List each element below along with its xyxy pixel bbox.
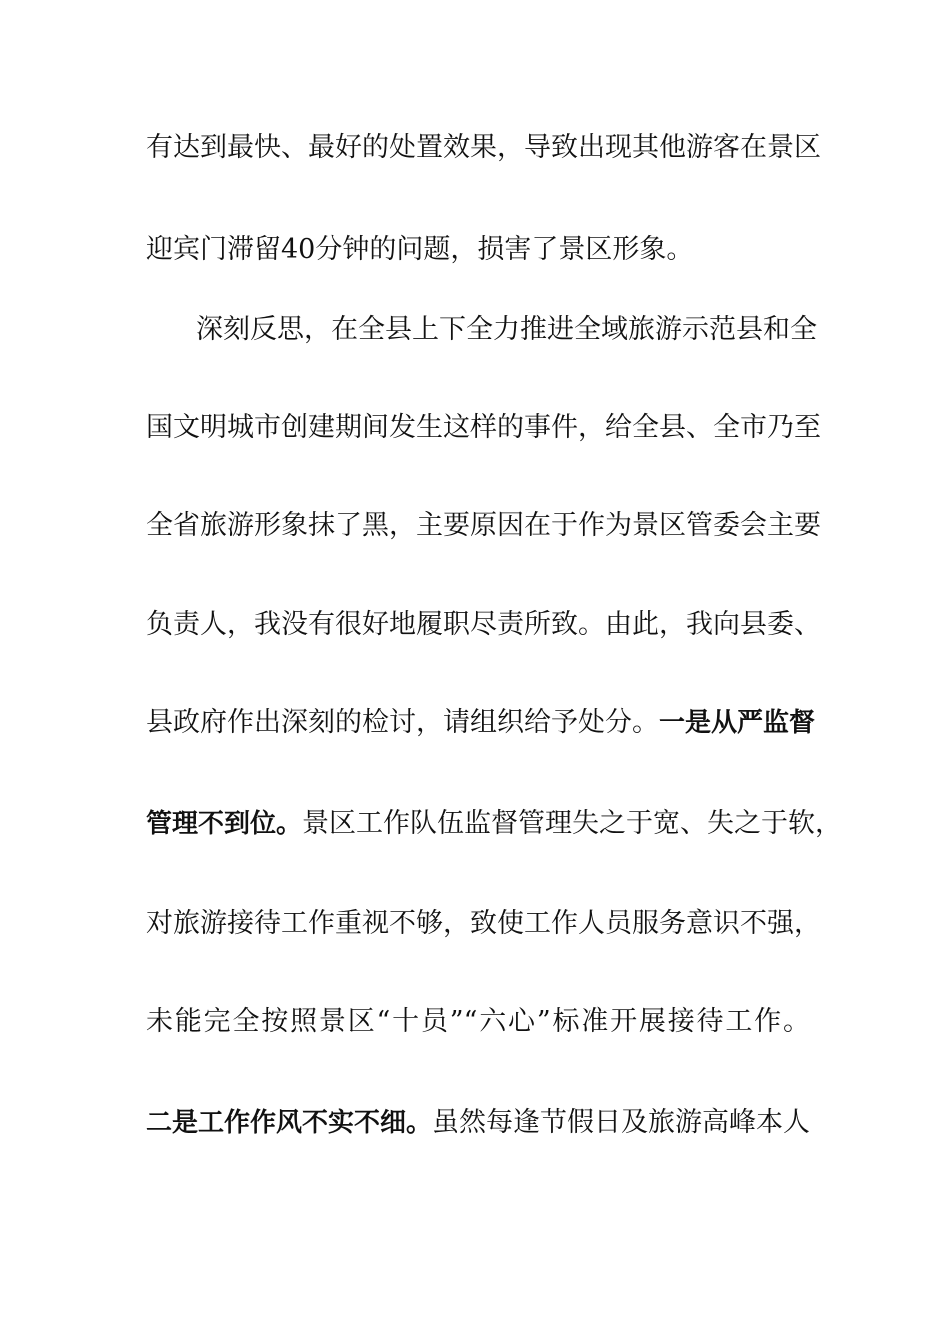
line-11-bold-heading: 二是工作作风不实不细。 <box>146 1108 433 1138</box>
text-line-6 <box>146 603 821 647</box>
text-line-5 <box>146 504 821 548</box>
text-line-4 <box>146 406 821 450</box>
line-8-text: 景区工作队伍监督管理失之于宽、失之于软， <box>302 808 843 839</box>
line-5-text: 全省旅游形象抹了黑，主要原因在于作为景区管委会主要 <box>146 510 821 541</box>
line-11-text: 虽然每逢节假日及旅游高峰本人 <box>432 1107 811 1138</box>
text-line-10 <box>146 1000 810 1044</box>
text-line-9 <box>146 902 821 946</box>
line-6-text: 负责人，我没有很好地履职尽责所致。由此，我向县委、 <box>146 609 821 640</box>
text-line-2 <box>146 228 810 272</box>
line-8-bold-heading: 管理不到位。 <box>146 809 303 839</box>
text-line-11 <box>146 1101 810 1145</box>
line-1-text: 有达到最快、最好的处置效果，导致出现其他游客在景区 <box>146 132 821 163</box>
line-2-text: 迎宾门滞留40分钟的问题，损害了景区形象。 <box>146 234 694 265</box>
line-4-text: 国文明城市创建期间发生这样的事件，给全县、全市乃至 <box>146 412 821 443</box>
line-7-text: 县政府作出深刻的检讨，请组织给予处分。 <box>146 707 659 738</box>
text-line-7 <box>146 701 816 745</box>
line-3-text: 深刻反思，在全县上下全力推进全域旅游示范县和全 <box>196 314 817 345</box>
line-10-text: 未能完全按照景区“十员”“六心”标准开展接待工作。 <box>146 1006 810 1037</box>
line-9-text: 对旅游接待工作重视不够，致使工作人员服务意识不强， <box>146 908 821 939</box>
text-line-1 <box>146 126 821 170</box>
text-line-3 <box>196 308 817 352</box>
line-7-bold-heading: 一是从严监督 <box>659 708 816 738</box>
text-line-8 <box>146 802 843 846</box>
